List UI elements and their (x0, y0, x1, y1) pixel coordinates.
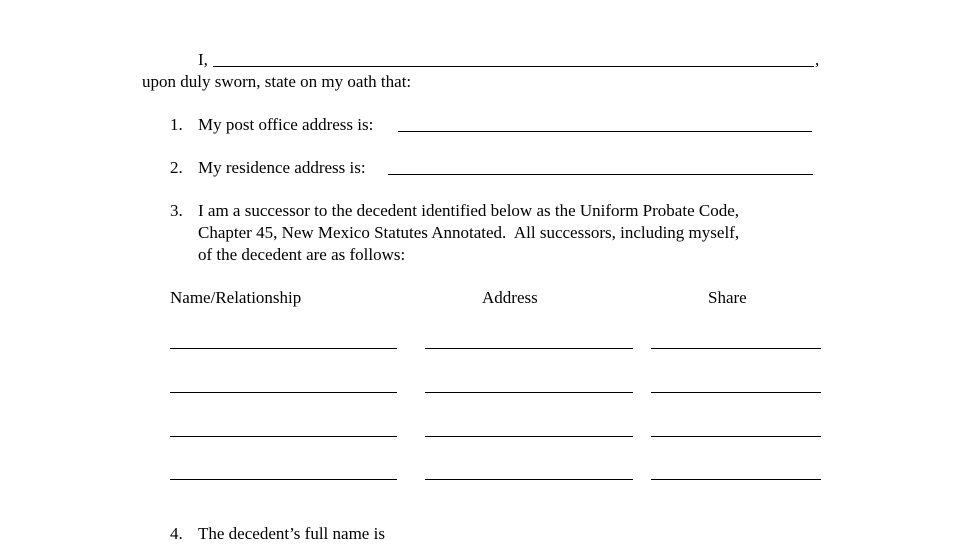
header-share: Share (708, 288, 747, 307)
header-address: Address (482, 288, 538, 307)
affiant-name-field[interactable] (213, 66, 814, 67)
item-4-label: The decedent’s full name is (198, 524, 385, 543)
post-office-address-field[interactable] (398, 131, 812, 132)
successor-share-field[interactable] (651, 436, 821, 437)
oath-prefix: I, (198, 50, 208, 69)
successor-address-field[interactable] (425, 392, 633, 393)
successor-share-field[interactable] (651, 348, 821, 349)
item-3-text-line-1: I am a successor to the decedent identified below as the Uniform Probate Code, (198, 201, 739, 220)
oath-suffix: , (815, 50, 820, 69)
item-3-text-line-2: Chapter 45, New Mexico Statutes Annotated. All successors, including myself, (198, 223, 740, 242)
item-2-label: My residence address is: (198, 158, 366, 177)
successor-share-field[interactable] (651, 392, 821, 393)
successor-name-field[interactable] (170, 392, 397, 393)
successor-address-field[interactable] (425, 479, 633, 480)
item-3-number: 3. (170, 201, 183, 220)
oath-statement: upon duly sworn, state on my oath that: (142, 72, 412, 91)
item-1-number: 1. (170, 115, 183, 134)
residence-address-field[interactable] (388, 174, 813, 175)
successor-share-field[interactable] (651, 479, 821, 480)
successor-name-field[interactable] (170, 436, 397, 437)
successor-name-field[interactable] (170, 479, 397, 480)
successor-address-field[interactable] (425, 436, 633, 437)
header-name-relationship: Name/Relationship (170, 288, 302, 307)
item-4-number: 4. (170, 524, 183, 543)
successor-name-field[interactable] (170, 348, 397, 349)
item-2-number: 2. (170, 158, 183, 177)
successor-address-field[interactable] (425, 348, 633, 349)
item-3-text-line-3: of the decedent are as follows: (198, 245, 406, 264)
item-1-label: My post office address is: (198, 115, 374, 134)
